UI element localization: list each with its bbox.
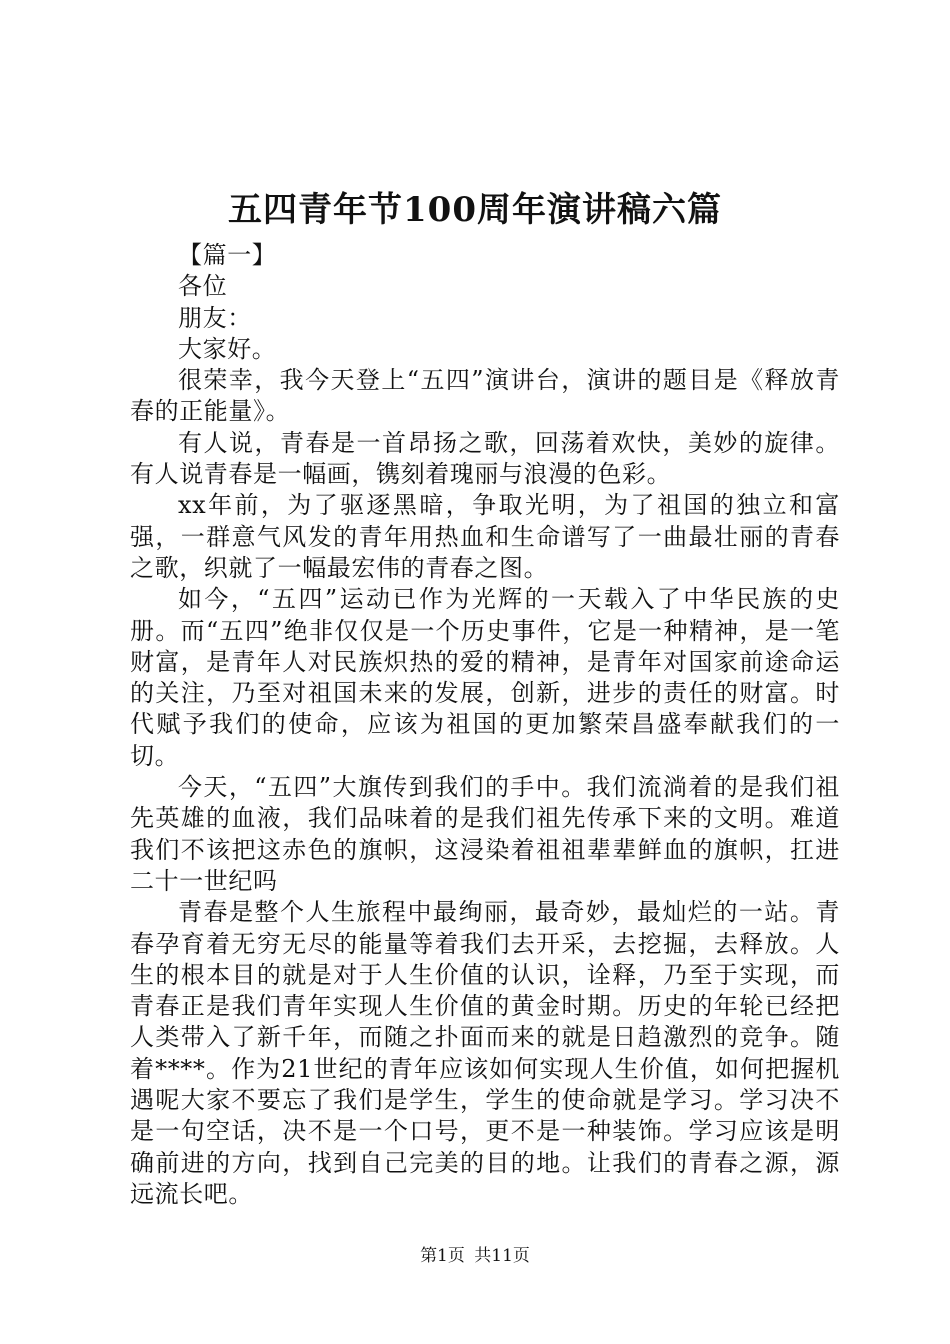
- paragraph-section-heading: 【篇一】: [178, 241, 277, 269]
- paragraph-greeting-line-1: 各位: [178, 272, 228, 301]
- paragraph-today: 今天，“五四”大旗传到我们的手中。我们流淌着的是我们祖先英雄的血液，我们品味着的是我们祖先传承下来的文明。难道我们不该把这赤色的旗帜，这浸染着祖祖辈辈鲜血的旗帜，扛进二十一世纪吗: [130, 773, 840, 895]
- paragraph-history: xx年前，为了驱逐黑暗，争取光明，为了祖国的独立和富强，一群意气风发的青年用热血和生命谱写了一曲最壮丽的青春之歌，织就了一幅最宏伟的青春之图。: [130, 491, 840, 582]
- page-total: 共11页: [474, 1246, 530, 1266]
- paragraph-greeting-line-3: 大家好。: [178, 334, 277, 363]
- page-footer: [0, 1244, 950, 1268]
- paragraph-intro: 很荣幸，我今天登上“五四”演讲台，演讲的题目是《释放青春的正能量》。: [130, 366, 840, 426]
- document-body: [130, 240, 840, 1210]
- paragraph-youth-value: 青春是整个人生旅程中最绚丽，最奇妙，最灿烂的一站。青春孕育着无穷无尽的能量等着我们去开采，去挖掘，去释放。人生的根本目的就是对于人生价值的认识，诠释，乃至于实现，而青春正是我们青年实现人生价值的黄金时期。历史的年轮已经把人类带入了新千年，而随之扑面而来的就是日趋激烈的竞争。随着****。作为21世纪的青年应该如何实现人生价值，如何把握机遇呢大家不要忘了我们是学生，学生的使命就是学习。学习决不是一句空话，决不是一个口号，更不是一种装饰。学习应该是明确前进的方向，找到自己完美的目的地。让我们的青春之源，源远流长吧。: [130, 898, 840, 1208]
- paragraph-may-fourth-spirit: 如今，“五四”运动已作为光辉的一天载入了中华民族的史册。而“五四”绝非仅仅是一个历史事件，它是一种精神，是一笔财富，是青年人对民族炽热的爱的精神，是青年对国家前途命运的关注，乃至对祖国未来的发展，创新，进步的责任的财富。时代赋予我们的使命，应该为祖国的更加繁荣昌盛奉献我们的一切。: [130, 585, 840, 770]
- page-number: 第1页: [420, 1246, 465, 1266]
- paragraph-greeting-line-2: 朋友：: [178, 303, 252, 332]
- paragraph-youth-metaphor: 有人说，青春是一首昂扬之歌，回荡着欢快，美妙的旋律。有人说青春是一幅画，镌刻着瑰丽与浪漫的色彩。: [130, 428, 840, 489]
- document-title: 五四青年节100周年演讲稿六篇: [228, 190, 722, 230]
